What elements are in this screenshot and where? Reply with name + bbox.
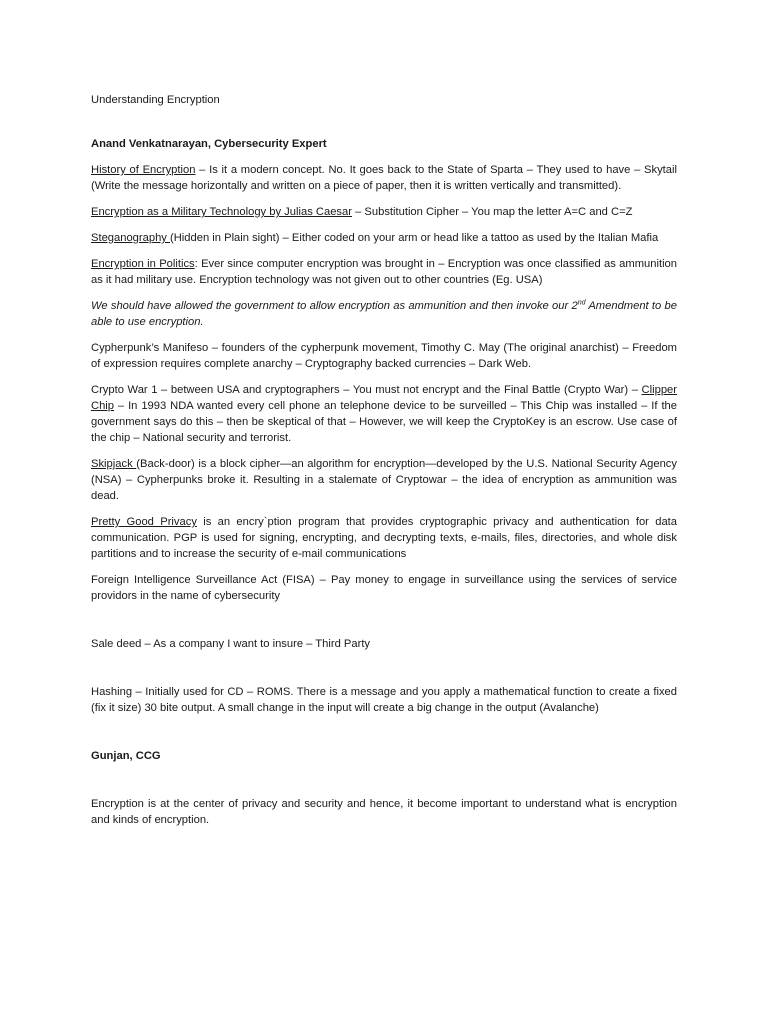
paragraph-pretty-good-privacy: Pretty Good Privacy is an encry`ption program that provides cryptographic privacy and authentication for data communication. PGP is used for signing, encrypting, and decrypting texts, e-mails, files, directories, and whole disk partitions and to increase the security of e-mail communications (91, 516, 678, 560)
paragraph-encryption-in-politics: Encryption in Politics: Ever since computer encryption was brought in – Encryption was once classified as ammunition as it had military use. Encryption technology was not given out to other countries (Eg. USA) (91, 258, 677, 286)
underlined-term: History of Encryption (91, 164, 196, 176)
underlined-term: Clipper Chip (91, 384, 677, 412)
paragraph-crypto-war: Crypto War 1 – between USA and cryptographers – You must not encrypt and the Final Battle (Crypto War) – Clipper Chip – In 1993 NDA wanted every cell phone an telephone device to be surveilled – This Chip was installed – If the government says do this – then be skeptical of that – However, we will keep the CryptoKey is an escrow. Use case of the chip – National security and terrorist. (91, 384, 677, 444)
paragraph-encryption-center: Encryption is at the center of privacy and security and hence, it become important to understand what is encryption and kinds of encryption. (91, 798, 677, 826)
speaker-heading-1: Anand Venkatnarayan, Cybersecurity Expert (91, 138, 327, 150)
paragraph-steganography: Steganography (Hidden in Plain sight) – Either coded on your arm or head like a tattoo as used by the Italian Mafia (91, 232, 659, 244)
paragraph-skipjack: Skipjack (Back-door) is a block cipher—an algorithm for encryption—developed by the U.S. National Security Agency (NSA) – Cypherpunks broke it. Resulting in a stalemate of Cryptowar – the idea of encryption as ammunition was dead. (91, 458, 677, 502)
speaker-heading-2: Gunjan, CCG (91, 750, 161, 762)
paragraph-fisa: Foreign Intelligence Surveillance Act (FISA) – Pay money to engage in surveillance using the services of service providors in the name of cybersecurity (91, 574, 677, 602)
paragraph-sale-deed: Sale deed – As a company I want to insure – Third Party (91, 638, 371, 650)
paragraph-cypherpunk-manifesto: Cypherpunk’s Manifeso – founders of the cypherpunk movement, Timothy C. May (The original anarchist) – Freedom of expression requires complete anarchy – Cryptography backed currencies – Dark Web. (91, 342, 677, 370)
paragraph-hashing: Hashing – Initially used for CD – ROMS. There is a message and you apply a mathematical function to create a fixed (fix it size) 30 bite output. A small change in the input will create a big change in the output (Avalanche) (91, 686, 677, 714)
underlined-term: Steganography (91, 232, 170, 244)
underlined-term: Encryption as a Military Technology by Julias Caesar (91, 206, 352, 218)
underlined-term: Encryption in Politics (91, 258, 195, 270)
underlined-term: Pretty Good Privacy (91, 516, 197, 528)
paragraph-history-of-encryption: History of Encryption – Is it a modern concept. No. It goes back to the State of Sparta – They used to have – Skytail (Write the message horizontally and written on a piece of paper, then it is written vertically and transmitted). (91, 164, 677, 192)
document-title: Understanding Encryption (91, 94, 220, 106)
underlined-term: Skipjack (91, 458, 137, 470)
paragraph-military-technology: Encryption as a Military Technology by Julias Caesar – Substitution Cipher – You map the letter A=C and C=Z (91, 206, 633, 218)
paragraph-amendment-note: We should have allowed the government to allow encryption as ammunition and then invoke our 2nd Amendment to be able to use encryption. (91, 299, 677, 328)
